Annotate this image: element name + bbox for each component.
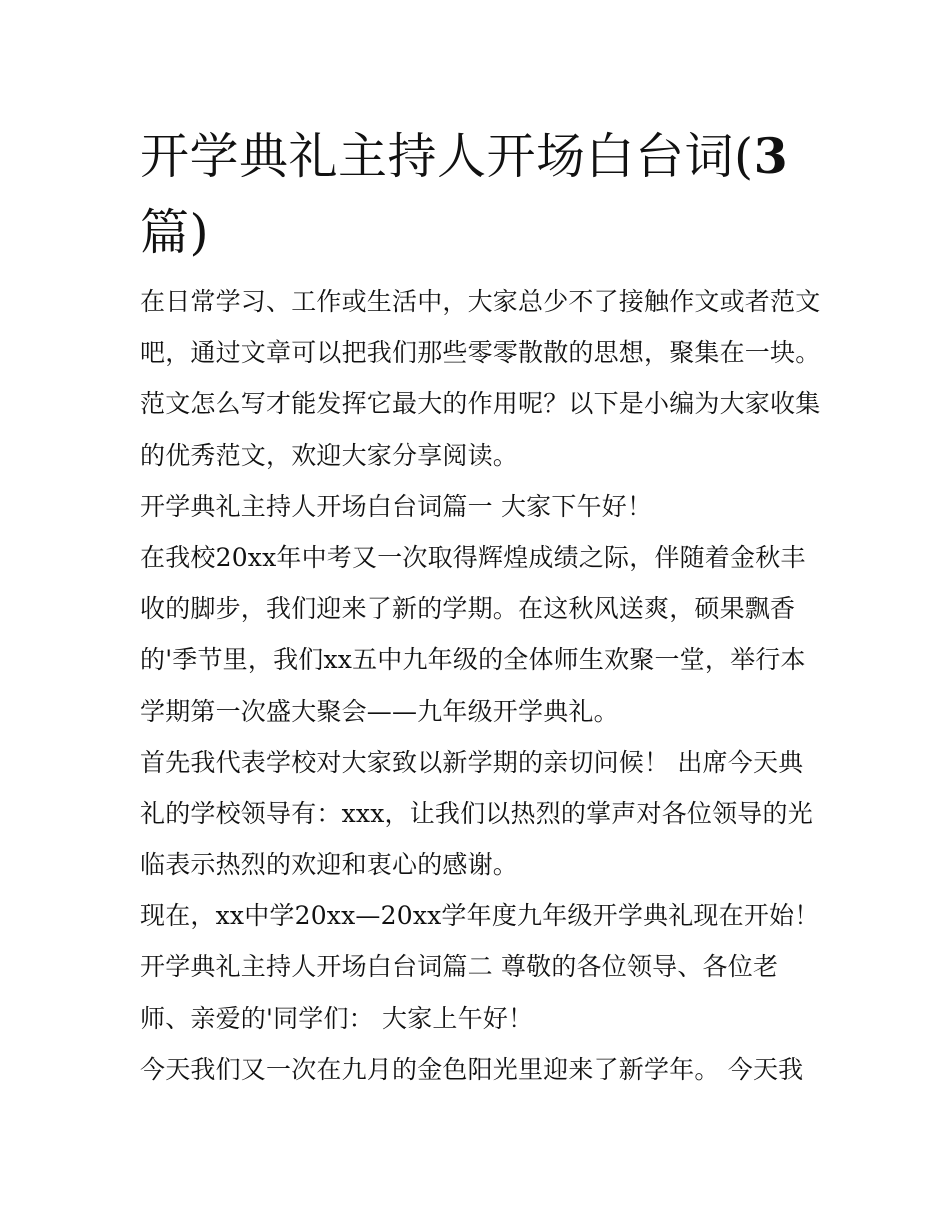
- body-line: 收的脚步，我们迎来了新的学期。在这秋风送爽，硕果飘香: [140, 594, 796, 624]
- document-body: [140, 276, 820, 1095]
- body-line: 今天我们又一次在九月的金色阳光里迎来了新学年。 今天我: [140, 1054, 804, 1084]
- body-line: 临表示热烈的欢迎和衷心的感谢。: [140, 850, 519, 880]
- body-line: 开学典礼主持人开场白台词篇二 尊敬的各位领导、各位老: [140, 952, 779, 982]
- title-number: 3: [753, 127, 789, 185]
- body-line: 礼的学校领导有：xxx，让我们以热烈的掌声对各位领导的光: [140, 798, 813, 828]
- title-text-prefix: 开学典礼主持人开场白台词(: [140, 128, 754, 185]
- title-text-suffix: 篇): [140, 204, 210, 261]
- body-line: 吧，通过文章可以把我们那些零零散散的思想，聚集在一块。: [140, 338, 821, 368]
- body-line: 现在，xx中学20xx—20xx学年度九年级开学典礼现在开始！: [140, 901, 820, 931]
- body-line: 的优秀范文，欢迎大家分享阅读。: [140, 440, 519, 470]
- body-line: 开学典礼主持人开场白台词篇一 大家下午好！: [140, 491, 653, 521]
- body-line: 的'季节里，我们xx五中九年级的全体师生欢聚一堂，举行本: [140, 645, 806, 675]
- body-line: 在我校20xx年中考又一次取得辉煌成绩之际，伴随着金秋丰: [140, 542, 806, 572]
- body-line: 范文怎么写才能发挥它最大的作用呢？以下是小编为大家收集: [140, 389, 821, 419]
- body-line: 学期第一次盛大聚会——九年级开学典礼。: [140, 696, 619, 726]
- document-title: [140, 118, 820, 271]
- body-line: 在日常学习、工作或生活中，大家总少不了接触作文或者范文: [140, 287, 821, 316]
- body-line: 首先我代表学校对大家致以新学期的亲切问候！ 出席今天典: [140, 747, 804, 777]
- body-line: 师、亲爱的'同学们： 大家上午好！: [140, 1003, 534, 1033]
